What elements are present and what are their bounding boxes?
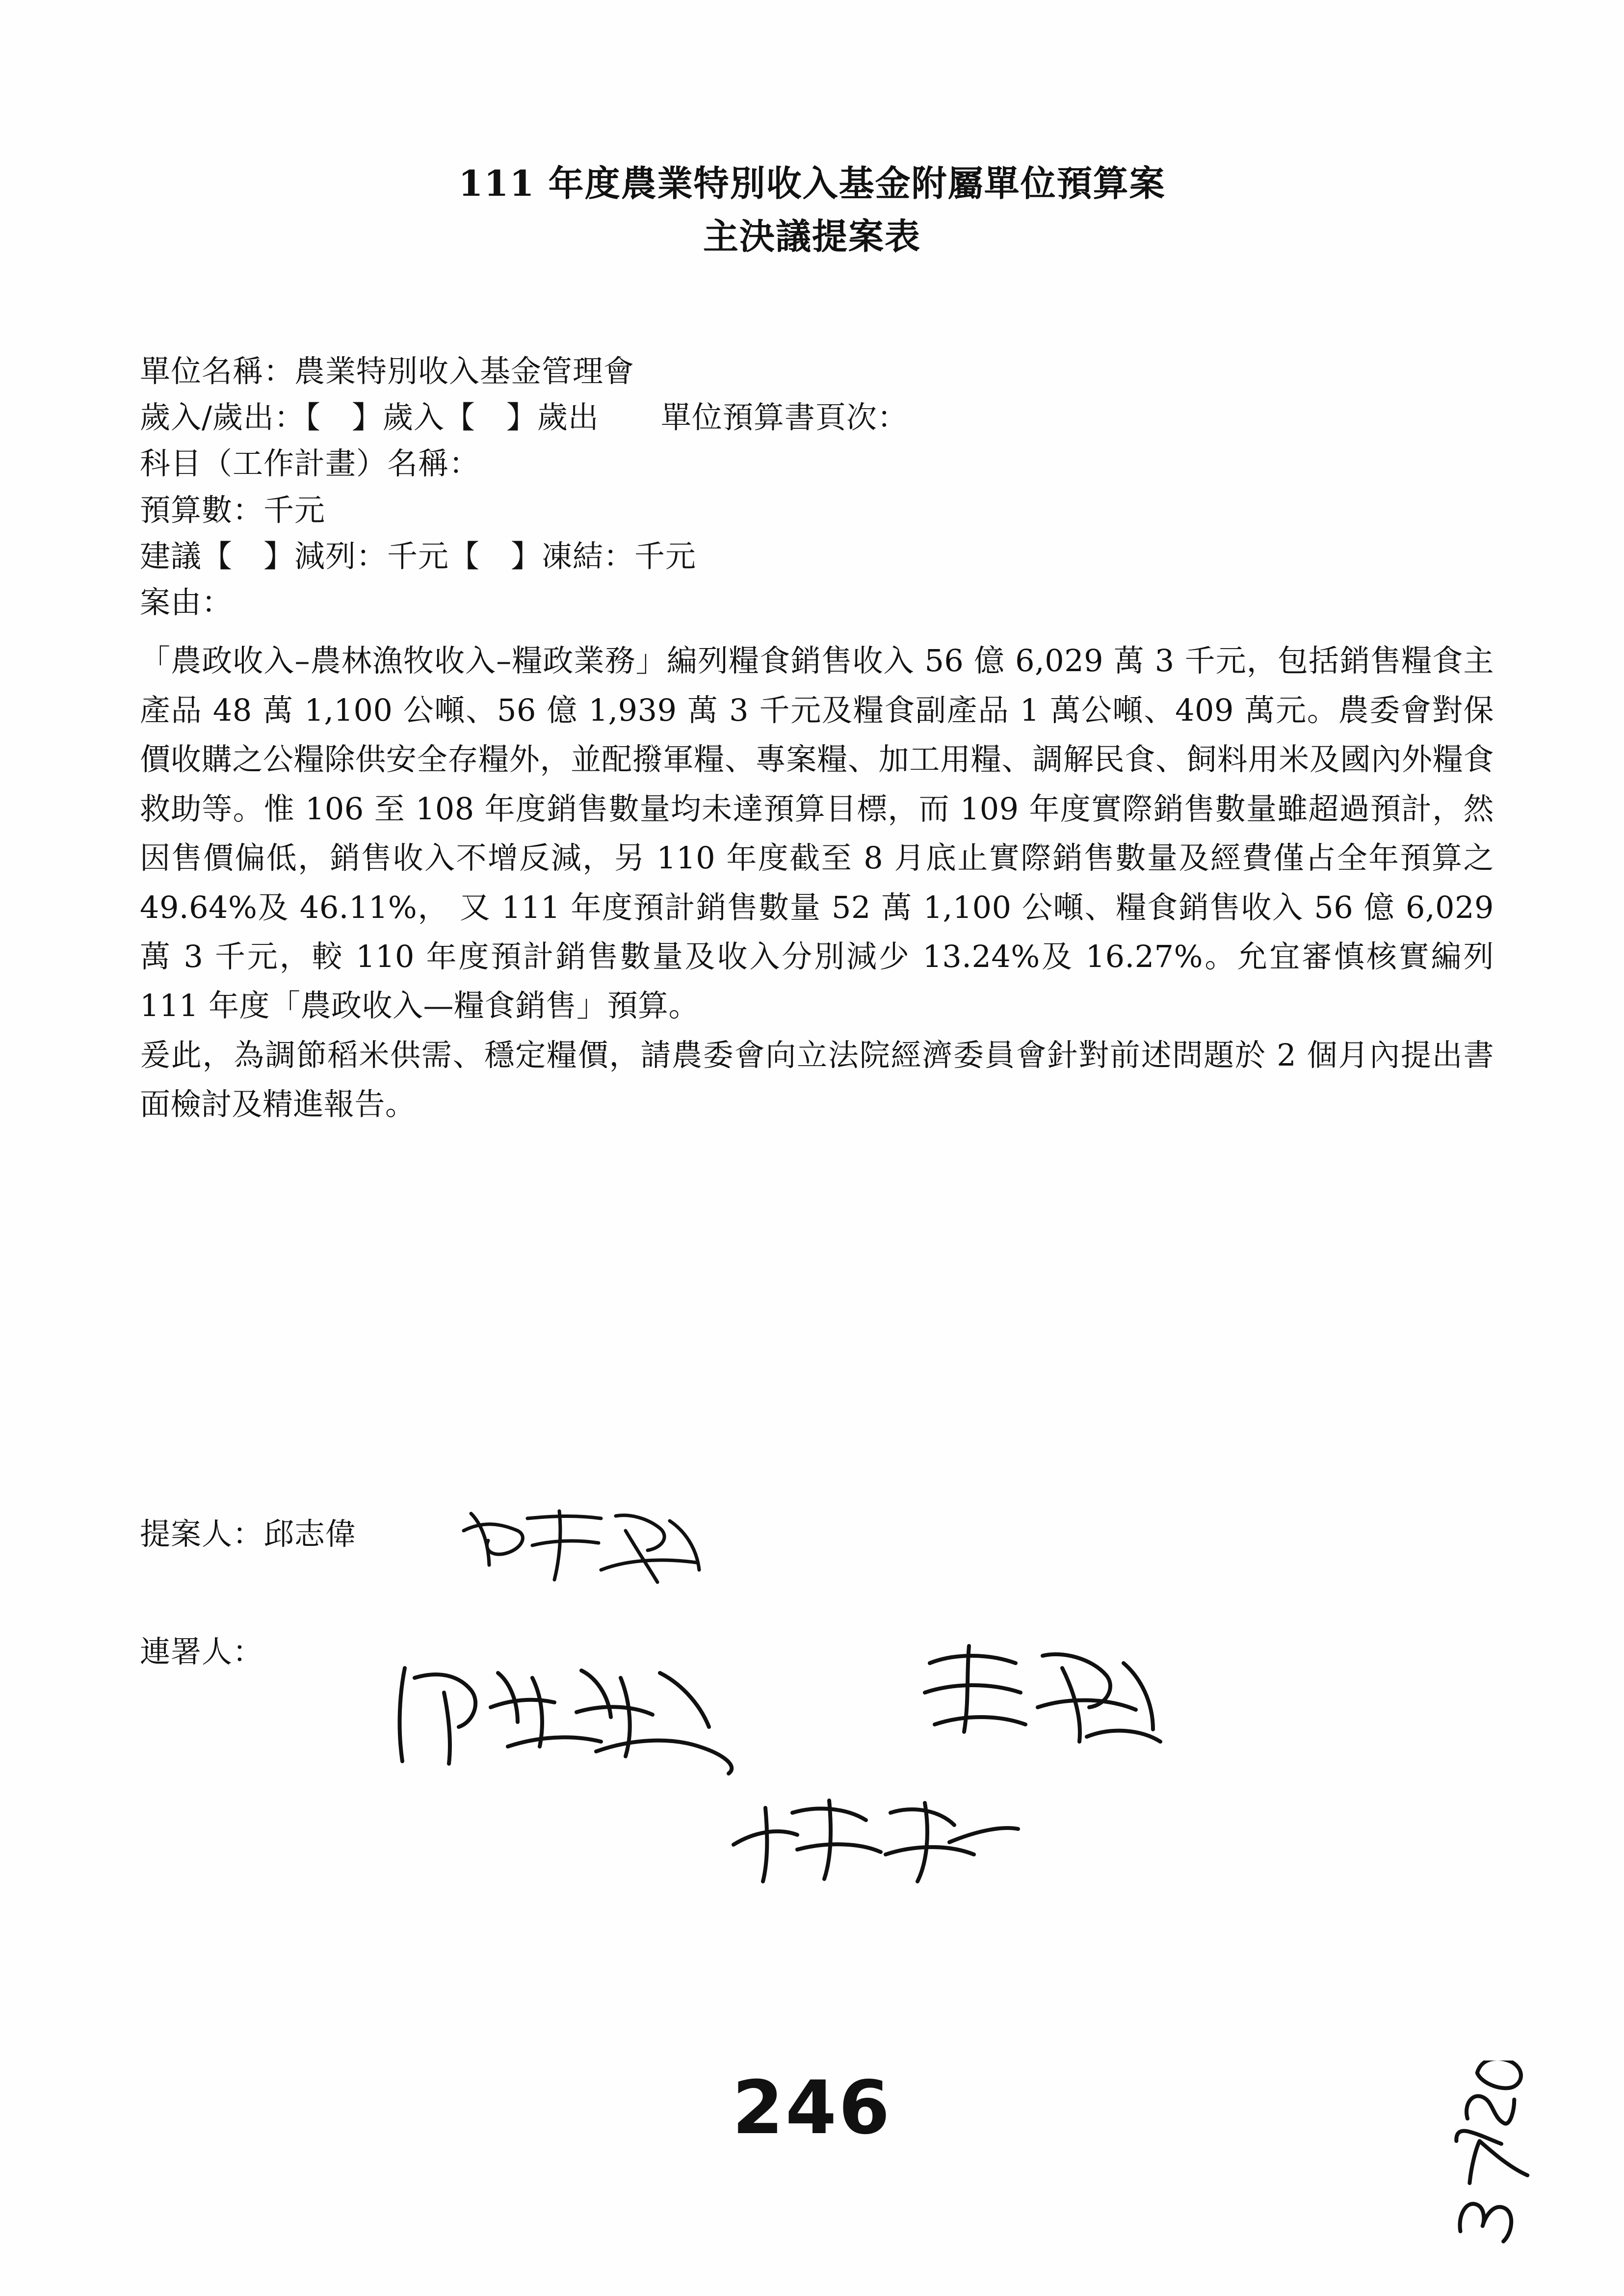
- cosigner-row: [140, 1629, 1494, 1688]
- cosigner-label: 連署人：: [140, 1634, 264, 1670]
- field-unit-name: 單位名稱：農業特別收入基金管理會: [140, 353, 635, 389]
- case-paragraph-1: 「農政收入–農林漁牧收入–糧政業務」編列糧食銷售收入 56 億 6,029 萬 3 千元，包括銷售糧食主產品 48 萬 1,100 公噸、56 億 1,939 萬 3 千元及糧食副產品 1 萬公噸、409 萬元。農委會對保價收購之公糧除供安全存糧外，並配撥軍糧、專案糧、加工用糧、調解民食、飼料用米及國內外糧食救助等。惟 106 至 108 年度銷售數量均未達預算目標，而 109 年度實際銷售數量雖超過預計，然因售價偏低，銷售收入不增反減，另 110 年度截至 8 月底止實際銷售數量及經費僅占全年預算之 49.64%及 46.11%， 又 111 年度預計銷售數量 52 萬 1,100 公噸、糧食銷售收入 56 億 6,029 萬 3 千元，較 110 年度預計銷售數量及收入分別減少 13.24%及 16.27%。允宜審慎核實編列 111 年度「農政收入—糧食銷售」預算。: [140, 643, 1494, 1024]
- case-paragraph-2: 爰此，為調節稻米供需、穩定糧價，請農委會向立法院經濟委員會針對前述問題於 2 個月內提出書面檢討及精進報告。: [140, 1037, 1494, 1122]
- proposer-row: [140, 1511, 1494, 1585]
- corner-marks: [1418, 2061, 1565, 2247]
- field-case-reason-label: 案由：: [140, 584, 233, 621]
- proposer-label: 提案人：邱志偉: [140, 1516, 357, 1552]
- field-budget-amount: 預算數：千元: [140, 492, 326, 528]
- document-title: [0, 157, 1624, 263]
- document-body: [140, 348, 1494, 1129]
- page-number: 246: [732, 2065, 892, 2151]
- signature-section: [140, 1511, 1494, 1688]
- title-line-1: 111 年度農業特別收入基金附屬單位預算案: [458, 162, 1166, 204]
- field-suggestion: 建議【 】減列：千元【 】凍結：千元: [140, 538, 697, 574]
- title-line-2: 主決議提案表: [703, 215, 921, 257]
- field-subject-name: 科目（工作計畫）名稱：: [140, 445, 480, 482]
- field-revenue-expenditure: 歲入/歲出：【 】歲入【 】歲出 單位預算書頁次：: [140, 399, 908, 436]
- cosigner-signature-3: [719, 1786, 1023, 1894]
